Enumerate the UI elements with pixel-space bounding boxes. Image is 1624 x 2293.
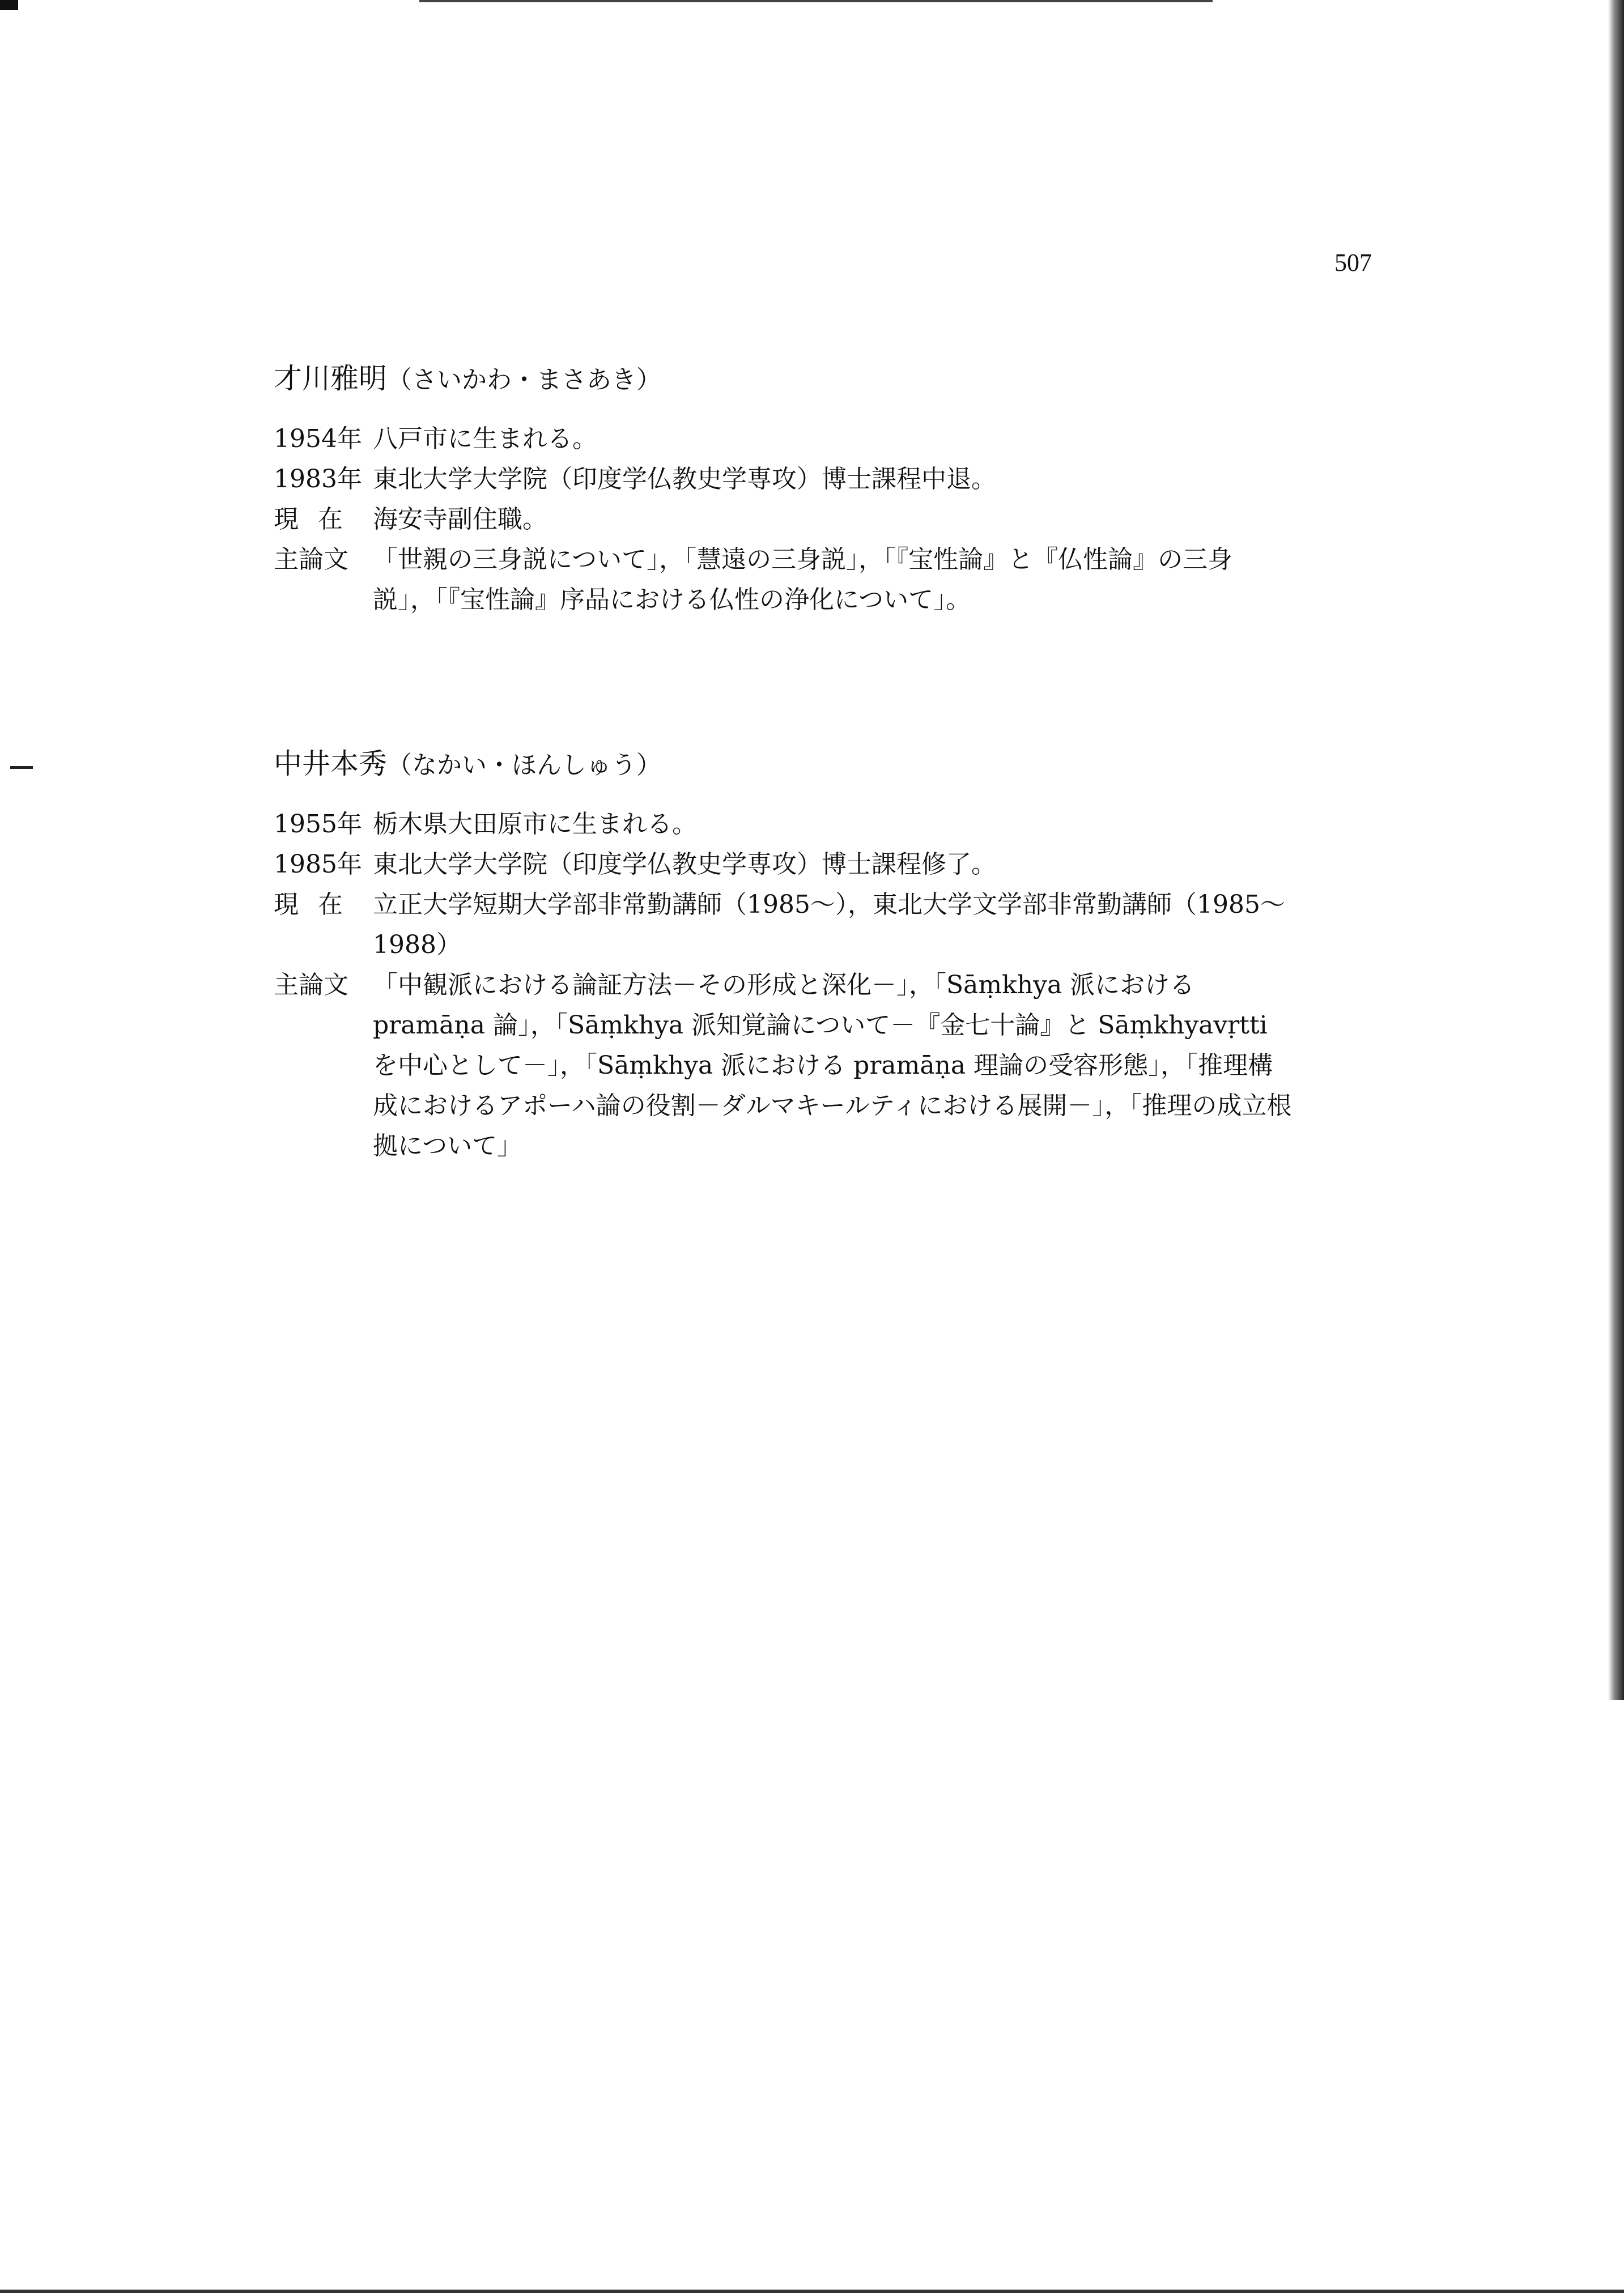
scan-margin-mark (10, 766, 33, 769)
bio-entry-text: 東北大学大学院（印度学仏教史学専攻）博士課程修了。 (373, 850, 996, 879)
bio-entry (274, 499, 1294, 539)
author-name-reading: （さいかわ・まさあき） (387, 365, 661, 394)
bio-entry (274, 965, 1294, 1166)
bio-entry (274, 804, 1294, 844)
author-bio-nakai (274, 742, 1294, 1166)
scan-bottom-edge (0, 2290, 1624, 2293)
bio-entry-text: 八戸市に生まれる。 (373, 424, 597, 453)
page-number: 507 (1334, 249, 1372, 276)
bio-entry-text: 「世親の三身説について」，「慧遠の三身説」，「『宝性論』と『仏性論』の三身説」，「『宝性論』序品における仏性の浄化について」。 (373, 545, 1233, 614)
bio-entry-label: 1954年 (274, 424, 362, 453)
scan-corner-mark (0, 0, 18, 10)
author-name-kanji: 中井本秀 (274, 747, 387, 780)
bio-entry-label: 現在 (274, 890, 362, 919)
author-name-reading: （なかい・ほんしゅう） (387, 751, 661, 780)
author-name-kanji: 才川雅明 (274, 362, 387, 395)
author-name (274, 357, 1294, 402)
author-bio-saikawa (274, 357, 1294, 620)
bio-entry (274, 419, 1294, 459)
bio-entry-text: 海安寺副住職。 (373, 505, 547, 534)
bio-entry-label: 1955年 (274, 810, 362, 839)
bio-entry (274, 884, 1294, 965)
bio-entry-label: 1983年 (274, 465, 362, 494)
bio-entry (274, 459, 1294, 499)
bio-entry-text: 栃木県大田原市に生まれる。 (373, 810, 697, 839)
bio-entry (274, 844, 1294, 884)
bio-entry (274, 539, 1294, 620)
bio-entry-label: 主論文 (274, 971, 348, 999)
bio-entry-label: 主論文 (274, 545, 348, 574)
bio-entry-text: 東北大学大学院（印度学仏教史学専攻）博士課程中退。 (373, 465, 996, 494)
bio-entry-label: 1985年 (274, 850, 362, 879)
scan-binding-edge (1608, 0, 1624, 1700)
bio-entry-text: 立正大学短期大学部非常勤講師（1985〜），東北大学文学部非常勤講師（1985〜1988） (373, 890, 1285, 959)
bio-entry-label: 現在 (274, 505, 362, 534)
bio-entry-text: 「中観派における論証方法－その形成と深化－」，「Sāṃkhya 派における pramāṇa 論」，「Sāṃkhya 派知覚論について－『金七十論』と Sāṃkhyavṛtti を中心として－」，「Sāṃkhya 派における pramāṇa 理論の受容形態」，「推理構成におけるアポーハ論の役割－ダルマキールティにおける展開－」，「推理の成立根拠について」 (373, 971, 1292, 1160)
scan-top-edge (419, 0, 1213, 2)
author-name (274, 742, 1294, 787)
